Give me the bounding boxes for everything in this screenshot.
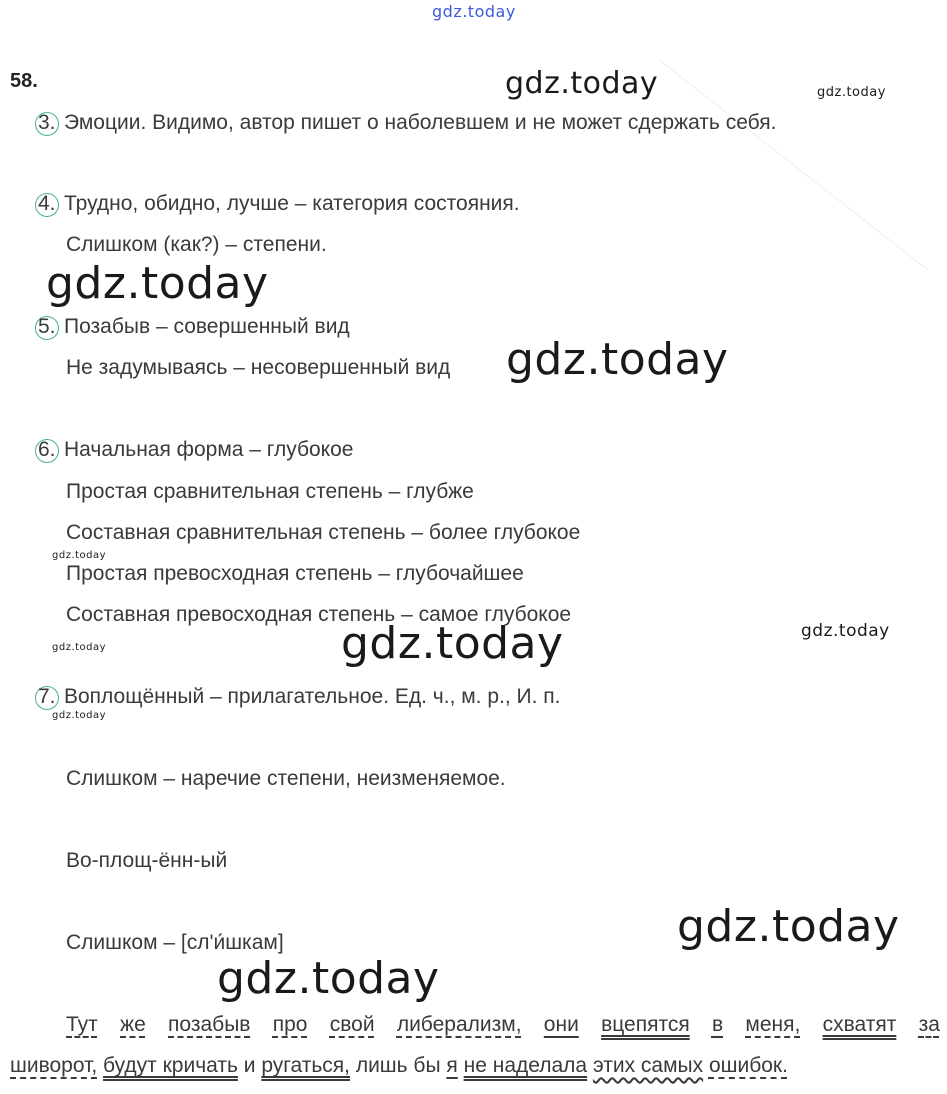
sentence-word: они [543, 1013, 579, 1036]
watermark: gdz.today [506, 334, 729, 385]
item-number: 5. [38, 315, 56, 338]
sentence-word: не наделала [463, 1054, 588, 1077]
watermark: gdz.today [52, 642, 107, 653]
answer-text: Составная сравнительная степень – более глубокое [66, 521, 581, 544]
watermark: gdz.today [505, 66, 659, 101]
sentence-word: я [446, 1054, 458, 1077]
watermark: gdz.today [817, 85, 886, 100]
decorative-line [659, 60, 928, 270]
sentence-word: либерализм, [396, 1013, 522, 1036]
watermark: gdz.today [46, 258, 269, 309]
watermark: gdz.today [801, 621, 890, 641]
sentence-word: этих самых [592, 1054, 704, 1077]
watermark: gdz.today [52, 710, 107, 721]
sentence-word: лишь бы [355, 1054, 441, 1077]
watermark: gdz.today [217, 953, 440, 1004]
watermark-top: gdz.today [432, 2, 516, 21]
task-number: 58. [10, 70, 38, 92]
sentence-word: шиворот, [10, 1054, 98, 1077]
answer-text: Слишком – [сл'и́шкам] [66, 931, 284, 954]
answer-text: Простая превосходная степень – глубочайшее [66, 562, 524, 585]
answer-text: Трудно, обидно, лучше – категория состояния. [64, 192, 520, 215]
sentence-word: ошибок. [708, 1054, 788, 1077]
watermark: gdz.today [52, 550, 107, 561]
answer-text: Составная превосходная степень – самое глубокое [66, 603, 572, 626]
watermark: gdz.today [341, 618, 564, 669]
sentence-word: и [243, 1054, 256, 1077]
sentence-word: за [918, 1013, 940, 1036]
parsed-sentence-line-2 [10, 1054, 788, 1078]
item-number: 7. [38, 685, 56, 708]
answer-text: Слишком – наречие степени, неизменяемое. [66, 767, 506, 790]
sentence-word: меня, [745, 1013, 801, 1036]
answer-text: Во-площ-ённ-ый [66, 849, 228, 872]
answer-text: Воплощённый – прилагательное. Ед. ч., м. р., И. п. [64, 685, 561, 708]
answer-text: Простая сравнительная степень – глубже [66, 480, 474, 503]
sentence-word: же [120, 1013, 146, 1036]
sentence-word: ругаться, [261, 1054, 350, 1077]
sentence-word: свой [329, 1013, 375, 1036]
sentence-word: схватят [822, 1013, 897, 1036]
answer-text: Слишком (как?) – степени. [66, 233, 327, 256]
sentence-word: Тут [66, 1013, 98, 1036]
parsed-sentence-line-1 [66, 1013, 940, 1037]
answer-text: Не задумываясь – несовершенный вид [66, 356, 451, 379]
sentence-word: про [272, 1013, 308, 1036]
item-number: 6. [38, 438, 56, 461]
answer-text: Позабыв – совершенный вид [64, 315, 350, 338]
sentence-word: позабыв [168, 1013, 251, 1036]
item-number: 4. [38, 192, 56, 215]
answer-text: Начальная форма – глубокое [64, 438, 354, 461]
sentence-word: в [711, 1013, 724, 1036]
item-number: 3. [38, 111, 56, 134]
sentence-word: будут кричать [103, 1054, 238, 1077]
sentence-word: вцепятся [601, 1013, 690, 1036]
answer-text: Эмоции. Видимо, автор пишет о наболевшем и не может сдержать себя. [64, 111, 777, 134]
watermark: gdz.today [677, 901, 900, 952]
